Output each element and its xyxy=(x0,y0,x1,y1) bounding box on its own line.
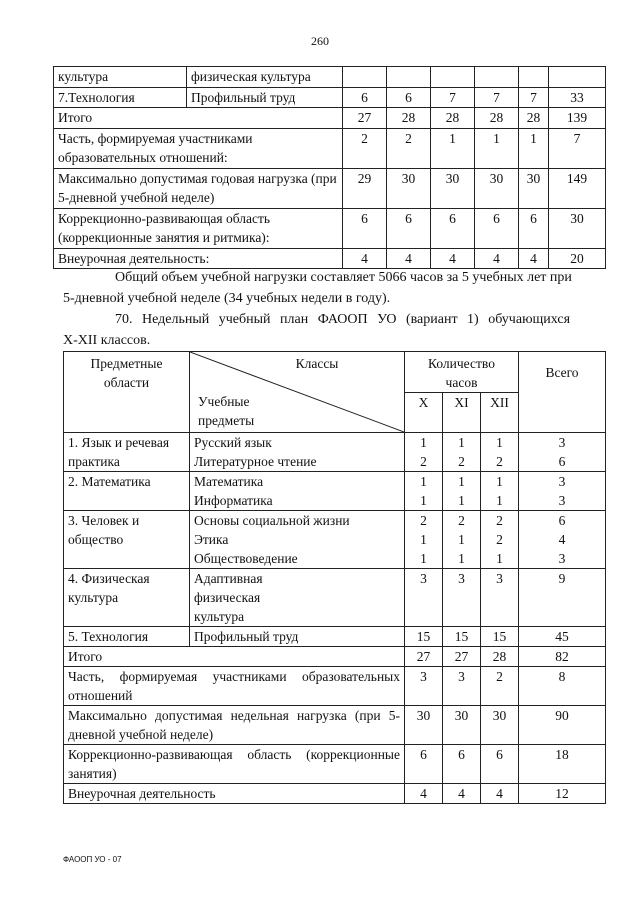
value: 3 xyxy=(420,571,427,586)
value: 1 xyxy=(458,435,465,450)
header-grade-xi: XI xyxy=(443,393,481,433)
value: 1 xyxy=(458,493,465,508)
area-cell xyxy=(64,511,190,569)
summary-label-cell: Итого xyxy=(54,108,343,129)
table-row xyxy=(64,472,606,511)
summary-row xyxy=(64,706,606,745)
value: 1 xyxy=(496,474,503,489)
header-hours xyxy=(405,352,519,393)
subject-name: Информатика xyxy=(194,493,273,508)
value-cell: 1 xyxy=(431,128,475,168)
value-cell xyxy=(343,67,387,88)
total-cell: 82 xyxy=(519,647,606,667)
value-cell xyxy=(431,67,475,88)
area-cell: 7.Технология xyxy=(54,87,187,108)
summary-label-cell: Часть, формируемая участниками образовательных отношений xyxy=(64,667,405,706)
summary-label-cell: Коррекционно-развивающая область (коррекционные занятия и ритмика): xyxy=(54,208,343,248)
value: 2 xyxy=(496,532,503,547)
value-cell: 6 xyxy=(519,208,549,248)
value: 1 xyxy=(420,435,427,450)
total-cell xyxy=(519,472,606,511)
page-number: 260 xyxy=(311,34,329,48)
value-cell: 27 xyxy=(443,647,481,667)
area-line: 5. Технология xyxy=(68,629,149,644)
value-cell xyxy=(481,511,519,569)
value-cell xyxy=(405,472,443,511)
value: 15 xyxy=(416,629,431,644)
summary-label-cell: Максимально допустимая недельная нагрузка (при 5-дневной учебной неделе) xyxy=(64,706,405,745)
total-cell xyxy=(519,433,606,472)
subject-word: культура xyxy=(194,609,245,624)
paragraph-line: 5-дневной учебной неделе (34 учебных недели в году). xyxy=(63,291,391,306)
value: 15 xyxy=(492,629,507,644)
total-value: 45 xyxy=(555,629,569,644)
value-cell xyxy=(405,511,443,569)
total-cell: 90 xyxy=(519,706,606,745)
value: 1 xyxy=(496,551,503,566)
value-cell: 7 xyxy=(475,87,519,108)
value-cell: 6 xyxy=(475,208,519,248)
value-cell: 6 xyxy=(343,87,387,108)
value-cell: 28 xyxy=(431,108,475,129)
subjects-cell xyxy=(190,433,405,472)
total-cell xyxy=(519,511,606,569)
table-row xyxy=(64,627,606,647)
subject-name: Этика xyxy=(194,532,229,547)
area-line: 1. Язык и речевая xyxy=(68,435,170,450)
subject-name: Профильный труд xyxy=(194,629,299,644)
value: 1 xyxy=(420,532,427,547)
value-cell xyxy=(405,627,443,647)
table-row xyxy=(54,67,606,88)
header-subjects-label: Учебные предметы xyxy=(198,394,255,428)
value-cell: 4 xyxy=(405,784,443,804)
value-cell: 4 xyxy=(519,248,549,269)
value-cell xyxy=(475,67,519,88)
value: 2 xyxy=(458,513,465,528)
value-cell: 30 xyxy=(405,706,443,745)
value: 2 xyxy=(496,513,503,528)
total-cell xyxy=(519,627,606,647)
total-cell: 30 xyxy=(549,208,606,248)
value-cell: 6 xyxy=(387,87,431,108)
subjects-cell xyxy=(190,472,405,511)
value-cell xyxy=(443,511,481,569)
value: 1 xyxy=(420,474,427,489)
value-cell xyxy=(387,67,431,88)
value-cell: 2 xyxy=(387,128,431,168)
value-cell: 6 xyxy=(431,208,475,248)
subject-cell: физическая культура xyxy=(187,67,343,88)
subject-word: Адаптивная xyxy=(194,571,263,586)
value-cell: 28 xyxy=(387,108,431,129)
area-cell xyxy=(64,433,190,472)
value: 1 xyxy=(496,435,503,450)
summary-label-cell: Внеурочная деятельность: xyxy=(54,248,343,269)
value-cell: 3 xyxy=(405,667,443,706)
value-cell: 30 xyxy=(443,706,481,745)
value: 3 xyxy=(496,571,503,586)
paragraph-line: 70. Недельный учебный план ФАООП УО (вариант 1) обучающихся xyxy=(115,312,571,327)
table-row xyxy=(54,208,606,248)
area-line: общество xyxy=(68,532,124,547)
table-row xyxy=(54,128,606,168)
total-value: 3 xyxy=(558,493,566,508)
total-cell xyxy=(519,569,606,627)
area-cell xyxy=(64,627,190,647)
table-row xyxy=(54,108,606,129)
table-row xyxy=(64,569,606,627)
value-cell: 1 xyxy=(519,128,549,168)
summary-row xyxy=(64,745,606,784)
total-cell: 20 xyxy=(549,248,606,269)
area-cell xyxy=(64,569,190,627)
value-cell: 4 xyxy=(481,784,519,804)
paragraph-line: X-XII классов. xyxy=(63,333,151,348)
value-cell: 4 xyxy=(475,248,519,269)
subjects-cell xyxy=(190,627,405,647)
value-cell: 4 xyxy=(387,248,431,269)
subjects-cell xyxy=(190,511,405,569)
table-row xyxy=(64,433,606,472)
summary-row xyxy=(64,784,606,804)
value-cell: 7 xyxy=(431,87,475,108)
paragraph-line: Общий объем учебной нагрузки составляет 5066 часов за 5 учебных лет при xyxy=(115,270,572,285)
total-cell: 12 xyxy=(519,784,606,804)
header-classes-subjects xyxy=(190,352,405,433)
header-grade-xii: XII xyxy=(481,393,519,433)
subject-name: Основы социальной жизни xyxy=(194,513,350,528)
value: 1 xyxy=(420,493,427,508)
value-cell: 30 xyxy=(519,168,549,208)
summary-row xyxy=(64,647,606,667)
value-cell xyxy=(405,433,443,472)
total-cell: 8 xyxy=(519,667,606,706)
subject-name: Обществоведение xyxy=(194,551,298,566)
value-cell: 28 xyxy=(519,108,549,129)
summary-label-cell: Часть, формируемая участниками образовательных отношений: xyxy=(54,128,343,168)
value: 1 xyxy=(420,551,427,566)
total-cell: 149 xyxy=(549,168,606,208)
value-cell: 2 xyxy=(481,667,519,706)
value-cell: 3 xyxy=(443,667,481,706)
value-cell xyxy=(443,627,481,647)
value-cell: 4 xyxy=(431,248,475,269)
value-cell xyxy=(405,569,443,627)
value: 15 xyxy=(454,629,469,644)
value-cell xyxy=(519,67,549,88)
value-cell xyxy=(481,627,519,647)
value: 2 xyxy=(458,454,465,469)
table-row xyxy=(54,87,606,108)
area-line: культура xyxy=(68,590,119,605)
subject-word: физическая xyxy=(194,590,261,605)
value-cell xyxy=(443,472,481,511)
value-cell: 6 xyxy=(405,745,443,784)
value-cell: 4 xyxy=(443,784,481,804)
footer-code: ФАООП УО - 07 xyxy=(63,855,122,864)
area-line: 4. Физическая xyxy=(68,571,150,586)
value-cell xyxy=(481,569,519,627)
value: 1 xyxy=(458,474,465,489)
total-cell xyxy=(549,67,606,88)
total-cell: 18 xyxy=(519,745,606,784)
summary-label-cell: Коррекционно-развивающая область (коррекционные занятия) xyxy=(64,745,405,784)
total-value: 3 xyxy=(558,435,566,450)
value-cell xyxy=(443,569,481,627)
value-cell: 27 xyxy=(405,647,443,667)
total-cell: 33 xyxy=(549,87,606,108)
value-cell xyxy=(481,433,519,472)
total-value: 4 xyxy=(558,532,566,547)
value: 2 xyxy=(496,454,503,469)
value-cell: 30 xyxy=(431,168,475,208)
area-cell xyxy=(64,472,190,511)
value-cell: 1 xyxy=(475,128,519,168)
subject-name: Литературное чтение xyxy=(194,454,317,469)
value-cell: 30 xyxy=(481,706,519,745)
summary-label-cell: Максимально допустимая годовая нагрузка (при 5-дневной учебной неделе) xyxy=(54,168,343,208)
total-value: 6 xyxy=(558,513,566,528)
header-grade-x: X xyxy=(405,393,443,433)
value-cell: 28 xyxy=(481,647,519,667)
value-cell: 6 xyxy=(481,745,519,784)
total-value: 6 xyxy=(558,454,566,469)
header-classes-label: Классы xyxy=(295,356,339,371)
value-cell xyxy=(443,433,481,472)
paragraph-plan-heading xyxy=(63,309,608,351)
value-cell: 6 xyxy=(343,208,387,248)
table-row xyxy=(64,511,606,569)
total-value: 9 xyxy=(558,571,566,586)
value: 1 xyxy=(496,493,503,508)
weekly-plan-table xyxy=(63,351,606,804)
total-value: 3 xyxy=(558,474,566,489)
header-areas xyxy=(64,352,190,433)
value-cell: 7 xyxy=(519,87,549,108)
table-row xyxy=(54,168,606,208)
value-cell: 4 xyxy=(343,248,387,269)
area-cell: культура xyxy=(54,67,187,88)
summary-label-cell: Итого xyxy=(64,647,405,667)
value-cell: 6 xyxy=(387,208,431,248)
value-cell: 28 xyxy=(475,108,519,129)
summary-label-cell: Внеурочная деятельность xyxy=(64,784,405,804)
total-cell: 7 xyxy=(549,128,606,168)
value: 1 xyxy=(458,532,465,547)
paragraph-total-load xyxy=(63,267,608,309)
value-cell: 29 xyxy=(343,168,387,208)
area-line: 2. Математика xyxy=(68,474,151,489)
value-cell: 2 xyxy=(343,128,387,168)
value: 3 xyxy=(458,571,465,586)
total-value: 3 xyxy=(558,551,566,566)
total-cell: 139 xyxy=(549,108,606,129)
table-row xyxy=(54,248,606,269)
value: 2 xyxy=(420,454,427,469)
value-cell: 30 xyxy=(387,168,431,208)
value-cell: 6 xyxy=(443,745,481,784)
subject-name: Русский язык xyxy=(194,435,272,450)
value-cell: 30 xyxy=(475,168,519,208)
subject-name: Математика xyxy=(194,474,264,489)
value: 1 xyxy=(458,551,465,566)
subjects-cell xyxy=(190,569,405,627)
subject-name xyxy=(194,569,400,607)
annual-plan-table xyxy=(53,66,606,269)
summary-row xyxy=(64,667,606,706)
header-total: Всего xyxy=(519,352,606,433)
area-line: 3. Человек и xyxy=(68,513,140,528)
value-cell: 27 xyxy=(343,108,387,129)
subject-cell: Профильный труд xyxy=(187,87,343,108)
value: 2 xyxy=(420,513,427,528)
header-hours-label: Количество часов xyxy=(428,356,495,390)
area-line: практика xyxy=(68,454,120,469)
value-cell xyxy=(481,472,519,511)
header-areas-label: Предметные области xyxy=(90,356,163,390)
